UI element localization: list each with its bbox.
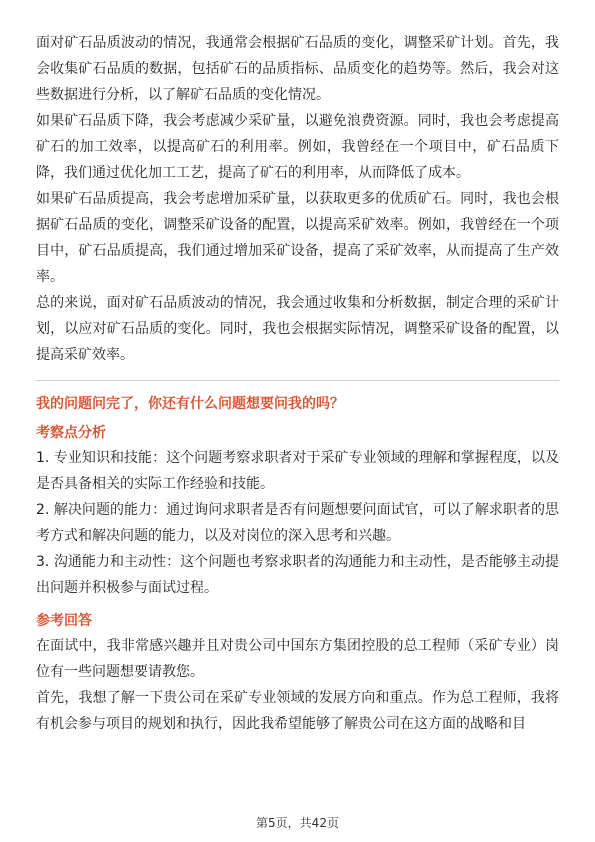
answer-paragraph: 首先，我想了解一下贵公司在采矿专业领域的发展方向和重点。作为总工程师，我将有机会参与项目的规划和执行，因此我希望能够了解贵公司在这方面的战略和目 — [36, 690, 559, 732]
section-divider — [36, 380, 559, 381]
analysis-title: 考察点分析 — [36, 425, 106, 441]
analysis-item: 1. 专业知识和技能：这个问题考察求职者对于采矿专业领域的理解和掌握程度，以及是否具备相关的实际工作经验和技能。 — [36, 450, 559, 492]
page-content — [36, 30, 559, 737]
body-paragraph: 如果矿石品质下降，我会考虑减少采矿量，以避免浪费资源。同时，我也会考虑提高矿石的加工效率，以提高矿石的利用率。例如，我曾经在一个项目中，矿石品质下降，我们通过优化加工工艺，提高了矿石的利用率，从而降低了成本。 — [36, 113, 559, 181]
body-paragraph: 如果矿石品质提高，我会考虑增加采矿量，以获取更多的优质矿石。同时，我也会根据矿石品质的变化，调整采矿设备的配置，以提高采矿效率。例如，我曾经在一个项目中，矿石品质提高，我们通过增加采矿设备，提高了采矿效率，从而提高了生产效率。 — [36, 191, 559, 285]
answer-paragraph: 在面试中，我非常感兴趣并且对贵公司中国东方集团控股的总工程师（采矿专业）岗位有一些问题想要请教您。 — [36, 638, 559, 680]
analysis-item: 3. 沟通能力和主动性：这个问题也考察求职者的沟通能力和主动性，是否能够主动提出问题并积极参与面试过程。 — [36, 554, 559, 596]
answer-title: 参考回答 — [36, 613, 92, 629]
body-paragraph: 总的来说，面对矿石品质波动的情况，我会通过收集和分析数据，制定合理的采矿计划，以应对矿石品质的变化。同时，我也会根据实际情况，调整采矿设备的配置，以提高采矿效率。 — [36, 295, 559, 363]
page-number: 第5页，共42页 — [256, 816, 339, 830]
question-heading: 我的问题问完了，你还有什么问题想要问我的吗？ — [36, 396, 344, 412]
analysis-item: 2. 解决问题的能力：通过询问求职者是否有问题想要问面试官，可以了解求职者的思考方式和解决问题的能力，以及对岗位的深入思考和兴趣。 — [36, 502, 559, 544]
body-paragraph: 面对矿石品质波动的情况，我通常会根据矿石品质的变化，调整采矿计划。首先，我会收集矿石品质的数据，包括矿石的品质指标、品质变化的趋势等。然后，我会对这些数据进行分析，以了解矿石品质的变化情况。 — [36, 35, 559, 103]
